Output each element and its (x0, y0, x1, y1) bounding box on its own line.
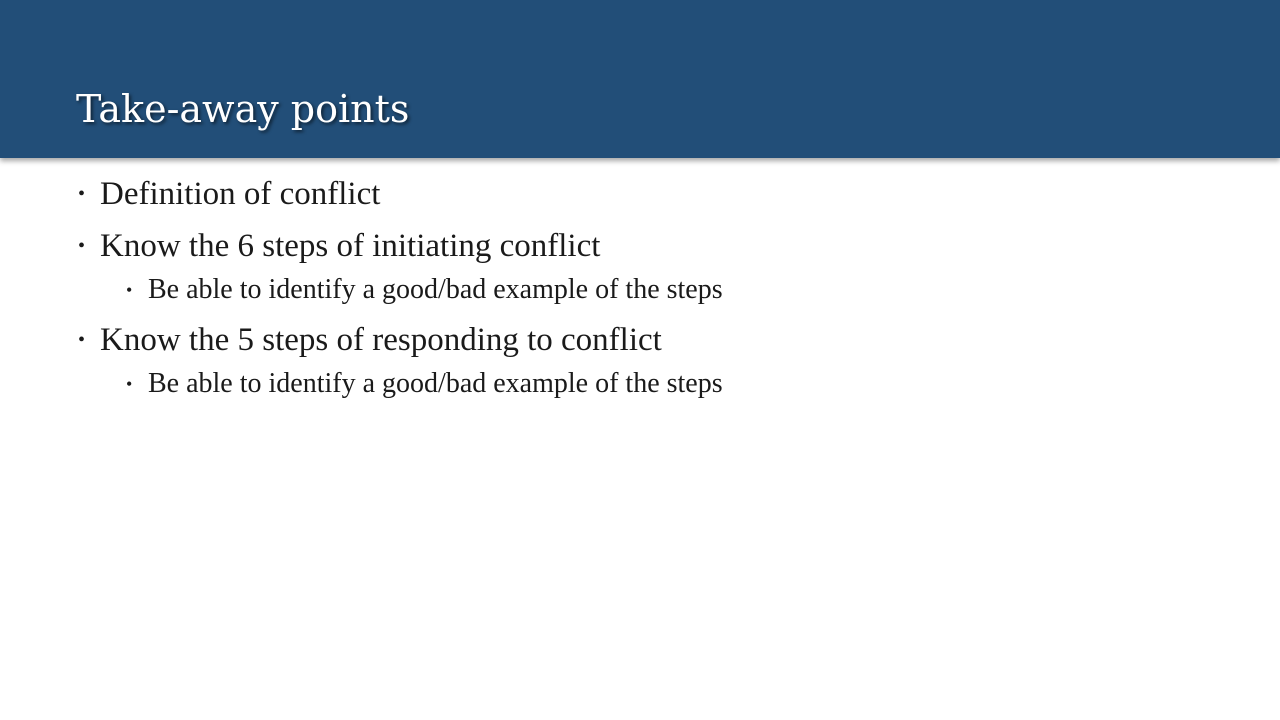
bullet-item (78, 224, 1228, 268)
sub-bullet-item (126, 270, 1228, 310)
sub-bullet-text: Be able to identify a good/bad example of the steps (148, 368, 723, 399)
title-bar (0, 0, 1280, 158)
bullet-icon: • (78, 235, 86, 257)
sub-bullet-item (126, 364, 1228, 404)
bullet-item (78, 318, 1228, 362)
bullet-icon: • (126, 280, 133, 300)
bullet-text: Know the 6 steps of initiating conflict (100, 228, 601, 264)
bullet-item (78, 172, 1228, 216)
bullet-icon: • (78, 183, 86, 205)
bullet-icon: • (126, 374, 133, 394)
bullet-icon: • (78, 329, 86, 351)
sub-bullet-text: Be able to identify a good/bad example of the steps (148, 274, 723, 305)
bullet-text: Know the 5 steps of responding to conflict (100, 322, 662, 358)
bullet-text: Definition of conflict (100, 176, 381, 212)
bullet-list (78, 172, 1228, 404)
slide-title: Take-away points (76, 87, 410, 131)
